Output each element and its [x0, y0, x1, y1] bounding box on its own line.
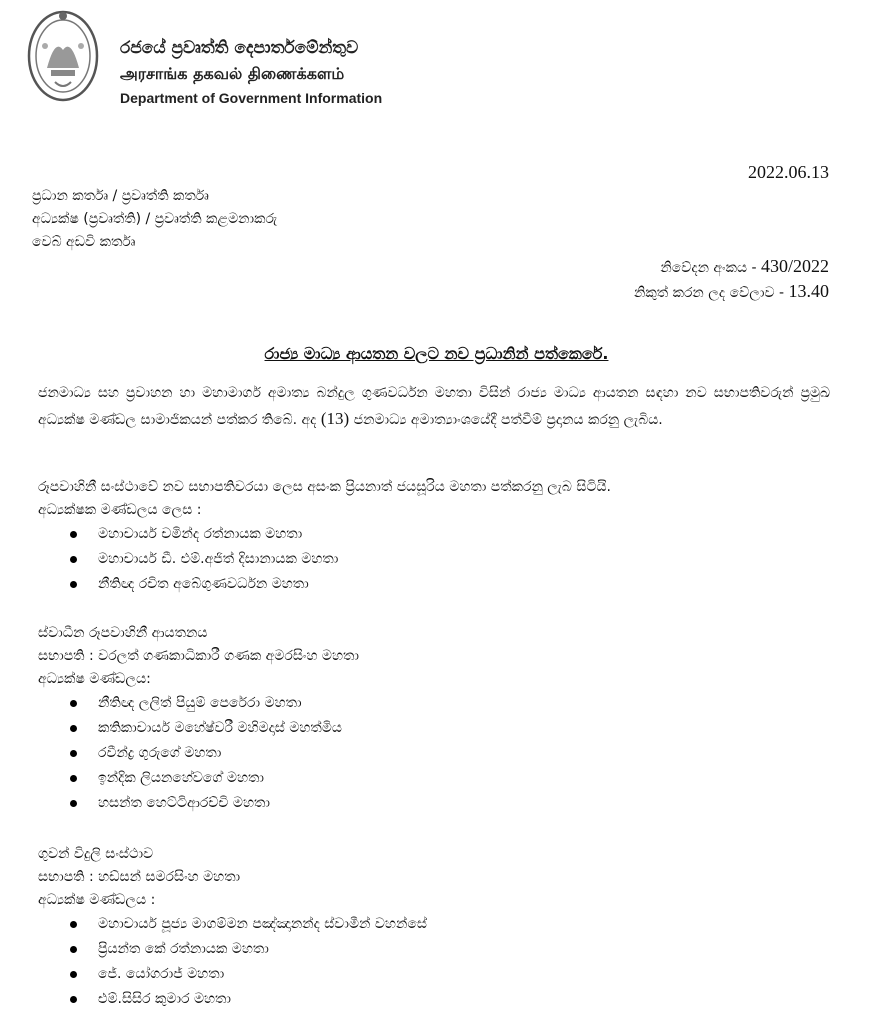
- list-item: ජේ. යෝගරාජ් මහතා: [38, 962, 427, 987]
- release-number-label: නිවේදන අංකය -: [660, 260, 761, 276]
- list-item: ප්‍රියන්ත කේ රත්නායක මහතා: [38, 937, 427, 962]
- slbc-name: ගුවන් විදුලි සංස්ථාව: [38, 846, 154, 862]
- intro-text-start: ජනමාධ්‍ය සහ ප්‍රවාහන හා මහාමාර්ග අමාත්‍ය බන්දුල ගුණවර්ධන මහතා විසින් රාජ්‍ය මාධ්‍ය ආයතන සඳහා නව සභාපතිවරුන් ප්‍රමුඛ අධ්‍යක්ෂ මණ්ඩල සාමාජිකයන් පත්කර තිබේ. අද: [38, 385, 830, 428]
- intro-paragraph: [38, 380, 830, 433]
- section-rupavahini: [38, 476, 611, 597]
- list-item: හසන්ත හෙට්ටිආරච්චි මහතා: [38, 791, 359, 816]
- rupavahini-chair-line: රූපවාහිනී සංස්ථාවේ නව සභාපතිවරයා ලෙස අසංක ප්‍රියනාත් ජයසූරිය මහතා පත්කරනු ලැබ සිටියි.: [38, 479, 611, 495]
- rupavahini-board-label: අධ්‍යක්ෂක මණ්ඩලය ලෙස :: [38, 502, 202, 518]
- intro-date-number: (13): [320, 409, 350, 428]
- list-item: රවීන්ද්‍ර ගුරුගේ මහතා: [38, 741, 359, 766]
- list-item: කතිකාචාර්ය මහේෂ්වරී මහිමදාස් මහත්මිය: [38, 716, 359, 741]
- department-header: [120, 36, 382, 111]
- slbc-board-list: [38, 912, 427, 1012]
- dept-name-sinhala: රජයේ ප්‍රවෘත්ති දෙපාර්තමේන්තුව: [120, 38, 359, 58]
- itn-name: ස්වාධීන රූපවාහිනී ආයතනය: [38, 625, 208, 641]
- itn-chair: සභාපති : වරලත් ගණකාධිකාරී ගණක අමරසිංහ මහතා: [38, 648, 359, 664]
- list-item: මහාචාර්ය පූජ්‍ය මාගම්මන පඤ්ඤානන්ද ස්වාමීන් වහන්සේ: [38, 912, 427, 937]
- list-item: ඉන්දික ලියනහේවගේ මහතා: [38, 766, 359, 791]
- list-item: එම්.සිසිර කුමාර මහතා: [38, 987, 427, 1012]
- recipient-line: අධ්‍යක්ෂ (ප්‍රවෘත්ති) / ප්‍රවෘත්ති කළමනාකරු: [32, 211, 278, 227]
- itn-board-list: [38, 691, 359, 816]
- dept-name-english: Department of Government Information: [120, 90, 383, 106]
- release-date: 2022.06.13: [748, 162, 829, 182]
- dept-name-tamil: அரசாங்க தகவல் திணைக்களம்: [120, 64, 345, 83]
- rupavahini-board-list: [38, 522, 611, 597]
- section-itn: [38, 622, 359, 816]
- slbc-chair: සභාපති : හඩ්සන් සමරසිංහ මහතා: [38, 869, 241, 885]
- list-item: නීතිඥ ලලිත් පියුම් පෙරේරා මහතා: [38, 691, 359, 716]
- list-item: මහාචාර්ය ඩී. එම්.අජිත් දිසානායක මහතා: [38, 547, 611, 572]
- recipients: [32, 185, 277, 254]
- release-reference: [634, 255, 829, 305]
- document-title: රාජ්‍ය මාධ්‍ය ආයතන වලට නව ප්‍රධානින් පත්කෙරේ.: [264, 344, 609, 363]
- government-emblem: [25, 8, 101, 104]
- release-number: 430/2022: [760, 256, 829, 276]
- itn-board-label: අධ්‍යක්ෂ මණ්ඩලය:: [38, 671, 151, 687]
- recipient-line: ප්‍රධාන කර්තෘ / ප්‍රවෘත්ති කර්තෘ: [32, 188, 209, 204]
- list-item: නීතිඥ රචිත අබේගුණවර්ධන මහතා: [38, 572, 611, 597]
- recipient-line: වෙබ් අඩවි කර්තෘ: [32, 234, 136, 250]
- intro-text-end: ජනමාධ්‍ය අමාත්‍යාංශයේදී පත්වීම් ප්‍රදානය කරනු ලැබිය.: [349, 412, 663, 428]
- release-time-label: නිකුත් කරන ලද වේලාව -: [634, 285, 789, 301]
- slbc-board-label: අධ්‍යක්ෂ මණ්ඩලය :: [38, 892, 156, 908]
- list-item: මහාචාර්ය චමින්ද රත්නායක මහතා: [38, 522, 611, 547]
- section-slbc: [38, 843, 427, 1012]
- release-time: 13.40: [788, 281, 829, 301]
